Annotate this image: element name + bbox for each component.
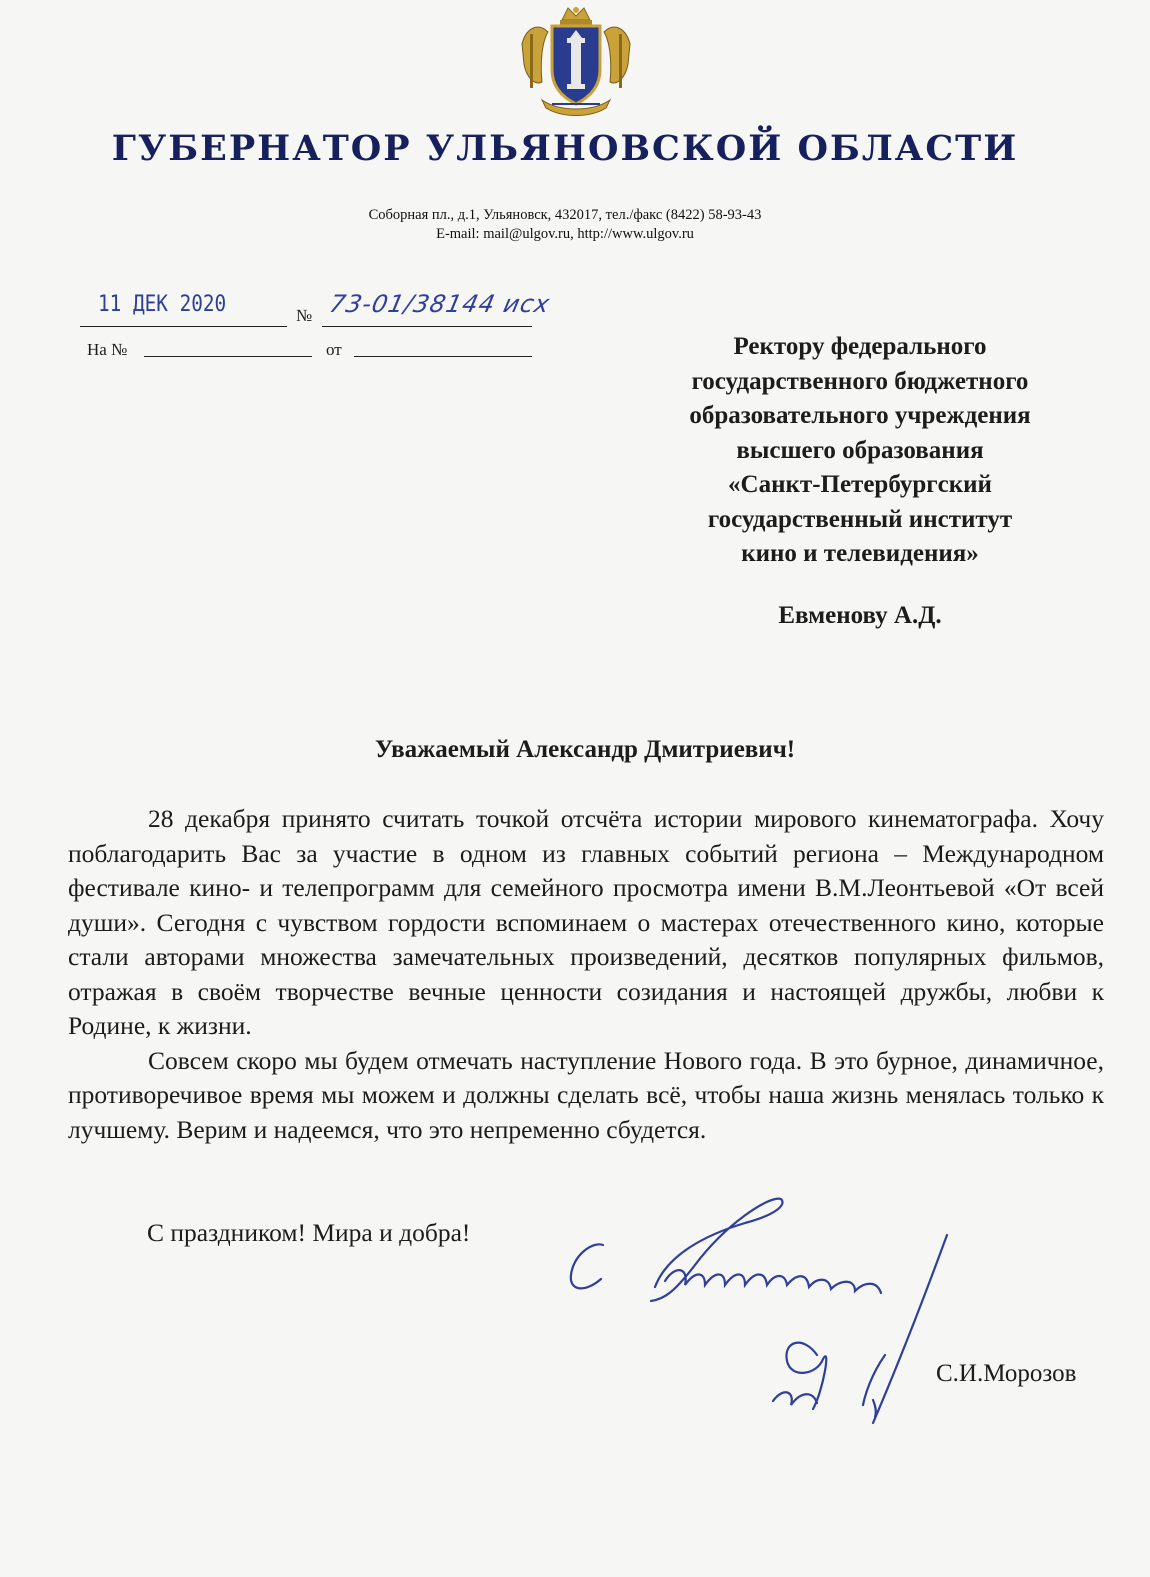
- addressee-block: [590, 330, 1130, 572]
- addressee-line: государственный институт: [707, 505, 1013, 533]
- addressee-line: государственного бюджетного: [691, 367, 1029, 395]
- date-underline: [80, 326, 287, 327]
- from-label: от: [326, 340, 342, 359]
- header-contacts: E-mail: mail@ulgov.ru, http://www.ulgov.ru: [436, 226, 694, 242]
- coat-of-arms-icon: [512, 4, 640, 120]
- body-paragraph: 28 декабря принято считать точкой отсчёта истории мирового кинематографа. Хочу поблагодарить Вас за участие в одном из главных событий региона – Международном фестивале кино- и телепрограмм для семейного просмотра имени В.М.Леонтьевой «От всей души». Сегодня с чувством гордости вспоминаем о мастерах отечественного кино, которые стали авторами множества замечательных произведений, десятков популярных фильмов, отражая в своём творчестве вечные ценности созидания и настоящей дружбы, любви к Родине, к жизни.: [68, 804, 1104, 1040]
- header-title: ГУБЕРНАТОР УЛЬЯНОВСКОЙ ОБЛАСТИ: [111, 128, 1019, 169]
- addressee-line: образовательного учреждения: [689, 402, 1031, 429]
- header-address: Соборная пл., д.1, Ульяновск, 432017, тел./факс (8422) 58-93-43: [368, 207, 762, 223]
- signatory-name: С.И.Морозов: [936, 1360, 1077, 1387]
- addressee-line: «Санкт-Петербургский: [728, 471, 992, 498]
- outgoing-number: 73-01/38144 исх: [327, 290, 553, 318]
- addressee-line: высшего образования: [736, 436, 984, 464]
- salutation: Уважаемый Александр Дмитриевич!: [374, 736, 796, 763]
- ref-label: На №: [87, 340, 128, 359]
- number-underline: [322, 326, 532, 327]
- ref-underline: [144, 356, 312, 357]
- addressee-line: кино и телевидения»: [741, 540, 979, 567]
- number-label: №: [296, 306, 313, 325]
- from-underline: [354, 356, 532, 357]
- handwritten-signature-icon: [555, 1195, 955, 1425]
- closing-line: С праздником! Мира и добра!: [147, 1218, 471, 1247]
- body-paragraph: Совсем скоро мы будем отмечать наступление Нового года. В это бурное, динамичное, противоречивое время мы можем и должны сделать всё, чтобы наша жизнь менялась только к лучшему. Верим и надеемся, что это непременно сбудется.: [68, 1045, 1104, 1144]
- addressee-line: Ректору федерального: [733, 333, 987, 360]
- letter-body: [68, 802, 1104, 1147]
- date-stamp: 11 ДЕК 2020: [98, 292, 227, 317]
- recipient-name: Евменову А.Д.: [778, 602, 942, 629]
